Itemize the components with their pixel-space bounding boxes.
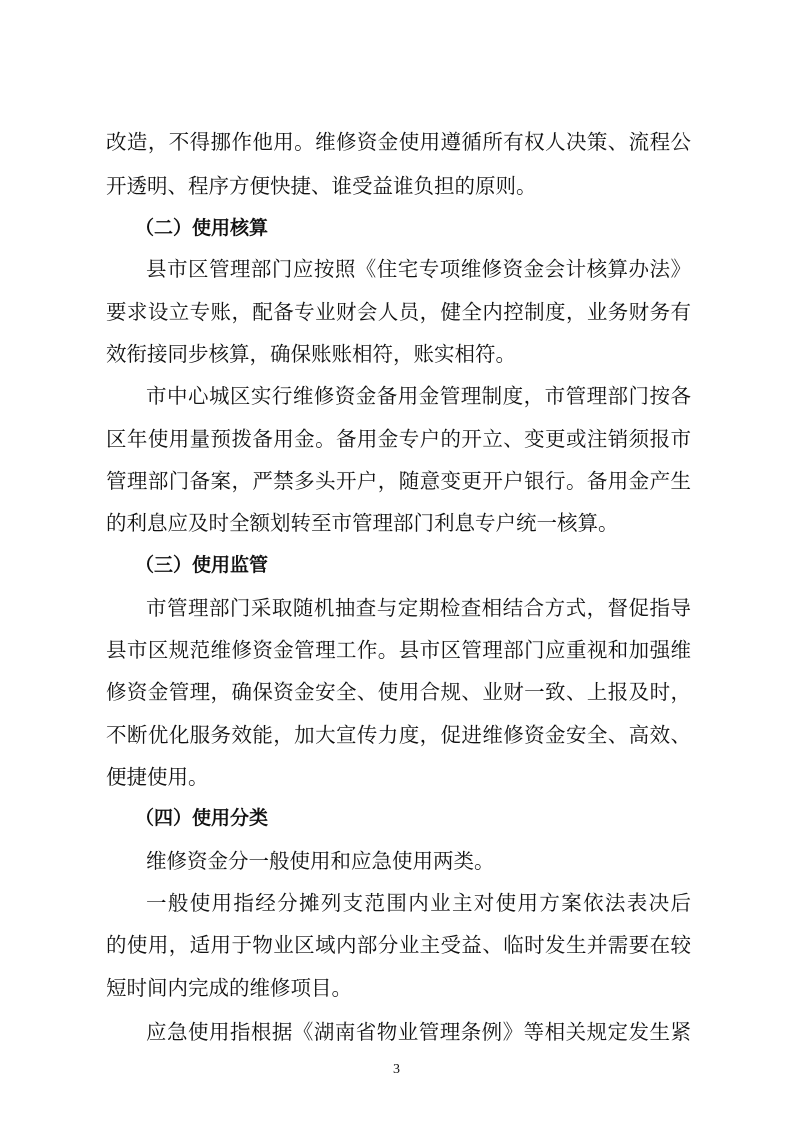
section-heading: （三）使用监管 bbox=[135, 554, 269, 576]
paragraph-line: 管理部门备案，严禁多头开户，随意变更开户银行。备用金产生 bbox=[106, 469, 691, 493]
paragraph-line: 县市区规范维修资金管理工作。县市区管理部门应重视和加强维 bbox=[106, 638, 691, 662]
paragraph-line: 的利息应及时全额划转至市管理部门利息专户统一核算。 bbox=[106, 511, 619, 535]
section-heading: （二）使用核算 bbox=[135, 217, 269, 239]
section-heading: （四）使用分类 bbox=[135, 807, 269, 829]
paragraph-line: 便捷使用。 bbox=[106, 765, 209, 789]
paragraph-line: 的使用，适用于物业区域内部分业主受益、临时发生并需要在较 bbox=[106, 933, 691, 957]
paragraph-line: 应急使用指根据《湖南省物业管理条例》等相关规定发生紧 bbox=[146, 1020, 691, 1044]
paragraph-line: 效衔接同步核算，确保账账相符，账实相符。 bbox=[106, 342, 516, 366]
paragraph-line: 市管理部门采取随机抽查与定期检查相结合方式，督促指导 bbox=[146, 596, 691, 620]
paragraph-line: 短时间内完成的维修项目。 bbox=[106, 976, 352, 1000]
paragraph-line: 一般使用指经分摊列支范围内业主对使用方案依法表决后 bbox=[146, 891, 691, 915]
paragraph-line: 维修资金分一般使用和应急使用两类。 bbox=[146, 849, 495, 873]
paragraph-line: 市中心城区实行维修资金备用金管理制度，市管理部门按各 bbox=[146, 384, 691, 408]
paragraph-line: 县市区管理部门应按照《住宅专项维修资金会计核算办法》 bbox=[146, 257, 691, 281]
paragraph-line: 不断优化服务效能，加大宣传力度，促进维修资金安全、高效、 bbox=[106, 723, 691, 747]
paragraph-line: 要求设立专账，配备专业财会人员，健全内控制度，业务财务有 bbox=[106, 300, 691, 324]
paragraph-line: 开透明、程序方便快捷、谁受益谁负担的原则。 bbox=[106, 174, 537, 198]
paragraph-line: 改造，不得挪作他用。维修资金使用遵循所有权人决策、流程公 bbox=[106, 130, 691, 154]
paragraph-line: 修资金管理，确保资金安全、使用合规、业财一致、上报及时， bbox=[106, 680, 691, 704]
page-number: 3 bbox=[393, 1062, 400, 1077]
paragraph-line: 区年使用量预拨备用金。备用金专户的开立、变更或注销须报市 bbox=[106, 427, 691, 451]
